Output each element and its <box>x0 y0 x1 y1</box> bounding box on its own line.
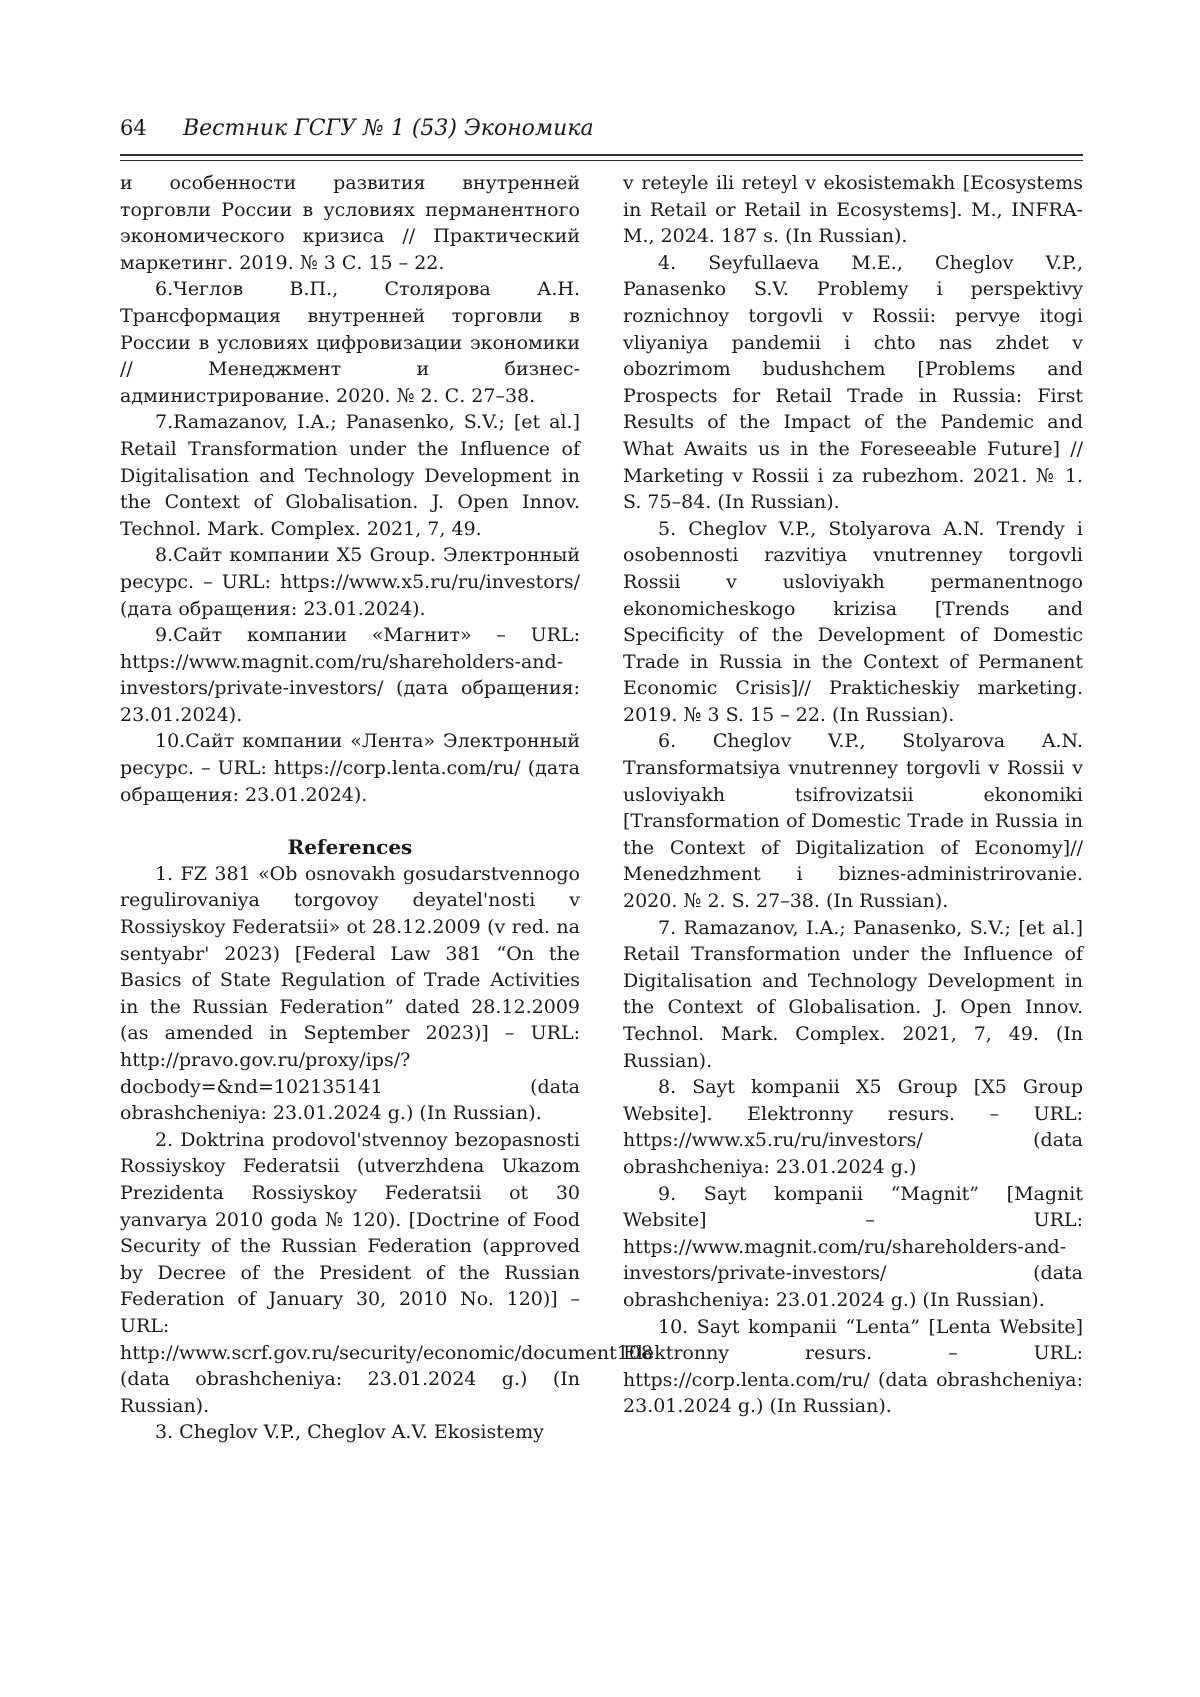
reference-item: 7. Ramazanov, I.A.; Panasenko, S.V.; [et al.] Retail Transformation under the Influence of Digitalisation and Technology Development in the Context of Globalisation. J. Open Innov. Technol. Mark. Complex. 2021, 7, 49. (In Russian). <box>623 916 1083 1072</box>
header-rule-thick <box>120 154 1083 156</box>
page-header <box>120 116 1083 156</box>
reference-item: 10. Sayt kompanii “Lenta” [Lenta Website] Elektronny resurs. – URL: https://corp.lenta.com/ru/ (data obrashcheniya: 23.01.2024 g.) (In Russian). <box>623 1315 1083 1418</box>
reference-item: 5. Cheglov V.P., Stolyarova A.N. Trendy i osobennosti razvitiya vnutrenney torgovli Rossii v usloviyakh permanentnogo ekonomicheskogo krizisa [Trends and Specificity of the Development of Domestic Trade in Russia in the Context of Permanent Economic Crisis]// Prakticheskiy marketing. 2019. № 3 S. 15 – 22. (In Russian). <box>623 517 1083 726</box>
reference-item: и особенности развития внутренней торговли России в условиях перманентного экономического кризиса // Практический маркетинг. 2019. № 3 С. 15 – 22. <box>120 172 580 274</box>
right-column <box>623 170 1083 1420</box>
reference-item-continuation: v reteyle ili reteyl v ekosistemakh [Ecosystems in Retail or Retail in Ecosystems]. M., INFRA-M., 2024. 187 s. (In Russian). <box>623 172 1083 248</box>
reference-item: 4. Seyfullaeva M.E., Cheglov V.P., Panasenko S.V. Problemy i perspektivy roznichnoy torgovli v Rossii: pervye itogi vliyaniya pandemii i chto nas zhdet v obozrimom budushchem [Problems and Prospects for Retail Trade in Russia: First Results of the Impact of the Pandemic and What Awaits us in the Foreseeable Future] // Marketing v Rossii i za rubezhom. 2021. № 1. S. 75–84. (In Russian). <box>623 251 1083 514</box>
header-rule-thin <box>120 160 1083 161</box>
reference-item: 6. Cheglov V.P., Stolyarova A.N. Transformatsiya vnutrenney torgovli v Rossii v usloviyakh tsifrovizatsii ekonomiki [Transformation of Domestic Trade in Russia in the Context of Digitalization of Economy]// Menedzhment i biznes-administrirovanie. 2020. № 2. S. 27–38. (In Russian). <box>623 730 1083 913</box>
reference-item: 1. FZ 381 «Ob osnovakh gosudarstvennogo regulirovaniya torgovoy deyatel'nosti v Rossiyskoy Federatsii» ot 28.12.2009 (v red. na sentyabr' 2023) [Federal Law 381 “On the Basics of State Regulation of Trade Activities in the Russian Federation” dated 28.12.2009 (as amended in September 2023)] – URL: http://pravo.gov.ru/proxy/ips/?docbody=&nd=102135141 (data obrashcheniya: 23.01.2024 g.) (In Russian). <box>120 862 580 1125</box>
journal-title: Вестник ГСГУ № 1 (53) Экономика <box>183 116 594 141</box>
references-heading: References <box>287 835 413 860</box>
reference-item: 3. Cheglov V.P., Cheglov A.V. Ekosistemy <box>155 1421 544 1444</box>
left-column <box>120 170 653 1446</box>
reference-item: 8. Sayt kompanii X5 Group [X5 Group Website]. Elektronny resurs. – URL: https://www.x5.ru/ru/investors/ (data obrashcheniya: 23.01.2024 g.) <box>623 1076 1083 1178</box>
reference-item: 8.Сайт компании X5 Group. Электронный ресурс. – URL: https://www.x5.ru/ru/investors/ (дата обращения: 23.01.2024). <box>120 544 580 620</box>
reference-item: 2. Doktrina prodovol'stvennoy bezopasnosti Rossiyskoy Federatsii (utverzhdena Ukazom Prezidenta Rossiyskoy Federatsii ot 30 yanvarya 2010 goda № 120). [Doctrine of Food Security of the Russian Federation (approved by Decree of the President of the Russian Federation of January 30, 2010 No. 120)] – URL: http://www.scrf.gov.ru/security/economic/document108 (data obrashcheniya: 23.01.2024 g.) (In Russian). <box>120 1128 653 1417</box>
reference-item: 6.Чеглов В.П., Столярова А.Н. Трансформация внутренней торговли в России в условиях цифровизации экономики // Менеджмент и бизнес-администрирование. 2020. № 2. С. 27–38. <box>120 278 580 407</box>
page-number: 64 <box>120 116 147 140</box>
reference-item: 9.Сайт компании «Магнит» – URL: https://www.magnit.com/ru/shareholders-and-investors/private-investors/ (дата обращения: 23.01.2024). <box>120 624 580 726</box>
reference-item: 7.Ramazanov, I.A.; Panasenko, S.V.; [et al.] Retail Transformation under the Influence of Digitalisation and Technology Development in the Context of Globalisation. J. Open Innov. Technol. Mark. Complex. 2021, 7, 49. <box>120 411 580 540</box>
reference-item: 10.Сайт компании «Лента» Электронный ресурс. – URL: https://corp.lenta.com/ru/ (дата обращения: 23.01.2024). <box>120 730 580 806</box>
reference-item: 9. Sayt kompanii “Magnit” [Magnit Website] – URL: https://www.magnit.com/ru/shareholders-and-investors/private-investors/ (data obrashcheniya: 23.01.2024 g.) (In Russian). <box>623 1182 1083 1311</box>
